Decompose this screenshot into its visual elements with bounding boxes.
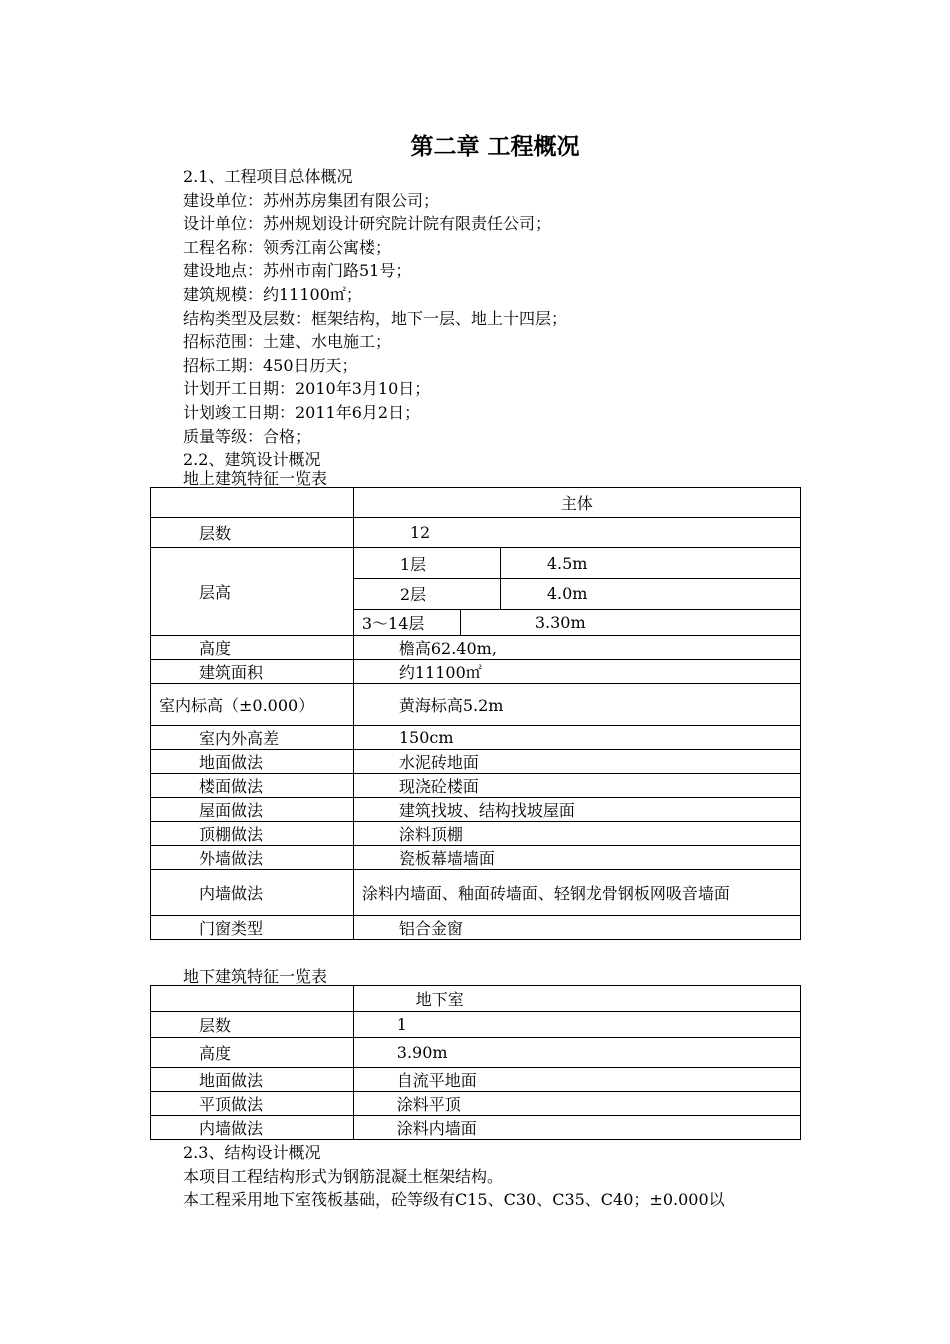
row-value: 3.90m <box>353 1038 800 1068</box>
floor-height: 4.0m <box>500 578 800 609</box>
table-header: 地下室 <box>353 986 800 1012</box>
table-cell-empty <box>151 488 354 518</box>
info-line: 计划开工日期：2010年3月10日； <box>183 379 431 399</box>
structure-section <box>183 1141 725 1212</box>
above-ground-table <box>150 487 801 940</box>
floor-height: 3.30m <box>534 612 586 632</box>
row-label: 楼面做法 <box>151 774 354 798</box>
info-line: 招标范围：土建、水电施工； <box>183 332 392 352</box>
info-line: 招标工期：450日历天； <box>183 355 358 375</box>
row-label: 顶棚做法 <box>151 822 354 846</box>
paragraph-line: 本项目工程结构形式为钢筋混凝土框架结构。 <box>183 1166 504 1186</box>
floor-label: 2层 <box>354 578 501 609</box>
row-value: 涂料顶棚 <box>353 822 800 846</box>
row-value: 约11100㎡ <box>353 660 800 684</box>
table-cell-empty <box>151 986 354 1012</box>
floor-height-subtable <box>354 548 800 610</box>
info-line: 建设单位：苏州苏房集团有限公司； <box>183 190 440 210</box>
row-label: 高度 <box>151 636 354 660</box>
section-heading: 2.2、建筑设计概况 <box>183 450 321 470</box>
row-value: 涂料内墙面 <box>353 1116 800 1140</box>
floor-height-cell <box>353 548 800 636</box>
paragraph-line: 本工程采用地下室筏板基础，砼等级有C15、C30、C35、C40；±0.000以 <box>183 1190 725 1210</box>
info-line: 结构类型及层数：框架结构，地下一层、地上十四层； <box>183 308 568 328</box>
row-label: 内墙做法 <box>151 1116 354 1140</box>
floor-label: 3～14层 <box>354 610 461 635</box>
row-value: 瓷板幕墙墙面 <box>353 846 800 870</box>
row-label: 高度 <box>151 1038 354 1068</box>
row-label: 层数 <box>151 1012 354 1038</box>
row-value: 黄海标高5.2m <box>353 684 800 726</box>
row-label: 屋面做法 <box>151 798 354 822</box>
overview-section <box>183 165 567 472</box>
row-value: 自流平地面 <box>353 1068 800 1092</box>
floor-height: 4.5m <box>500 548 800 578</box>
table-header: 主体 <box>353 488 800 518</box>
row-value: 铝合金窗 <box>353 916 800 940</box>
info-line: 设计单位：苏州规划设计研究院计院有限责任公司； <box>183 214 552 234</box>
row-value: 现浇砼楼面 <box>353 774 800 798</box>
info-line: 质量等级：合格； <box>183 426 312 446</box>
row-label: 室内标高（±0.000） <box>151 684 354 726</box>
row-label: 平顶做法 <box>151 1092 354 1116</box>
row-label: 地面做法 <box>151 1068 354 1092</box>
row-value: 1 <box>353 1012 800 1038</box>
row-value: 12 <box>353 518 800 548</box>
row-label: 门窗类型 <box>151 916 354 940</box>
section-heading: 2.3、结构设计概况 <box>183 1143 321 1162</box>
section-heading: 2.1、工程项目总体概况 <box>183 167 353 186</box>
info-line: 建设地点：苏州市南门路51号； <box>183 261 412 281</box>
row-value: 建筑找坡、结构找坡屋面 <box>353 798 800 822</box>
row-value: 涂料平顶 <box>353 1092 800 1116</box>
row-label: 外墙做法 <box>151 846 354 870</box>
row-label: 层高 <box>151 548 354 636</box>
below-table-caption: 地下建筑特征一览表 <box>183 967 328 986</box>
floor-height-subtable <box>354 610 800 635</box>
above-table-caption: 地上建筑特征一览表 <box>183 469 328 488</box>
info-line: 工程名称：领秀江南公寓楼； <box>183 237 392 257</box>
info-line: 建筑规模：约11100㎡； <box>183 284 362 304</box>
row-label: 地面做法 <box>151 750 354 774</box>
row-value: 涂料内墙面、釉面砖墙面、轻钢龙骨钢板网吸音墙面 <box>353 870 800 916</box>
row-label: 层数 <box>151 518 354 548</box>
below-ground-table <box>150 985 801 1140</box>
row-label: 室内外高差 <box>151 726 354 750</box>
info-line: 计划竣工日期：2011年6月2日； <box>183 402 421 422</box>
page-title: 第二章 工程概况 <box>410 134 580 160</box>
row-value: 水泥砖地面 <box>353 750 800 774</box>
row-label: 建筑面积 <box>151 660 354 684</box>
row-value: 檐高62.40m, <box>353 636 800 660</box>
row-label: 内墙做法 <box>151 870 354 916</box>
floor-label: 1层 <box>354 548 501 578</box>
row-value: 150cm <box>353 726 800 750</box>
